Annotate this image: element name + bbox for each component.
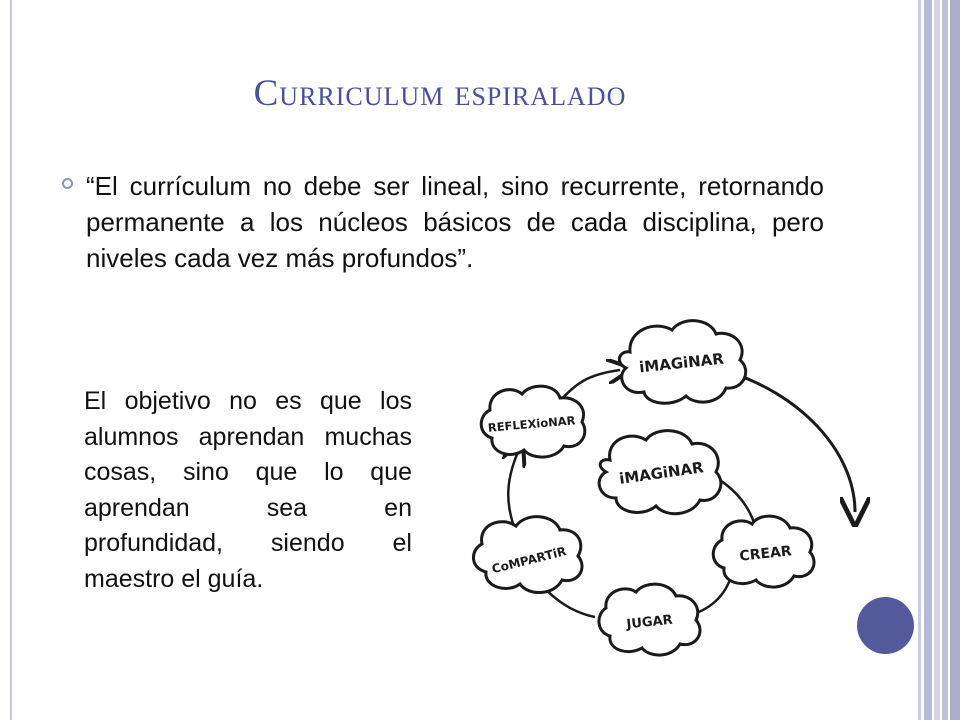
right-decor-stripe: [950, 0, 960, 720]
svg-text:REFLEXioNAR: REFLEXioNAR: [487, 413, 577, 435]
svg-text:CoMPARTiR: CoMPARTiR: [490, 544, 568, 577]
arrow-top-to-right: [722, 370, 855, 512]
right-decor-stripe: [934, 0, 940, 720]
right-decor-stripe: [924, 0, 932, 720]
svg-text:CREAR: CREAR: [738, 543, 793, 565]
svg-text:iMAGiNAR: iMAGiNAR: [618, 458, 705, 488]
spiral-curriculum-diagram: [460, 312, 880, 672]
cloud-crear: [713, 516, 814, 587]
cloud-jugar: [599, 584, 700, 655]
side-paragraph: El objetivo no es que los alumnos aprendan muchas cosas, sino que lo que aprendan sea en profundidad, siendo el maestro el guía.: [84, 387, 412, 593]
svg-text:JUGAR: JUGAR: [625, 612, 674, 633]
right-decor-stripe: [942, 0, 948, 720]
bullet-item: [62, 168, 824, 276]
bullet-quote-text: “El currículum no debe ser lineal, sino recurrente, retornando permanente a los núcleos básicos de cada disciplina, pero niveles cada vez más profundos”.: [86, 171, 824, 273]
slide-title: Curriculum espiralado: [253, 73, 627, 114]
bullet-circle-icon: [62, 178, 73, 189]
right-decor-stripe: [918, 0, 921, 720]
cloud-reflexionar: [481, 386, 585, 457]
cloud-center-imaginar: [599, 431, 721, 514]
svg-text:iMAGiNAR: iMAGiNAR: [638, 349, 725, 377]
cloud-top-imaginar: [619, 321, 745, 404]
cloud-compartir: [473, 517, 582, 593]
